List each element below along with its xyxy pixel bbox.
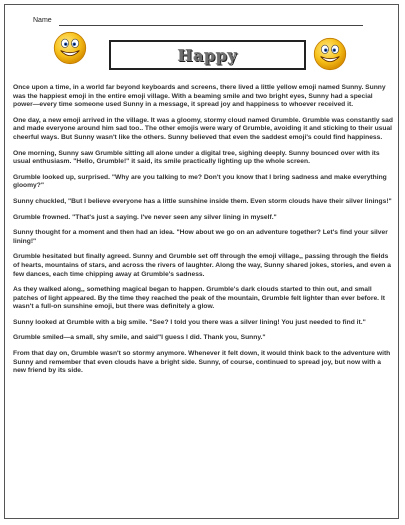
story-paragraph: Grumble hesitated but finally agreed. Sunny and Grumble set off through the emoji village,, passing through the fields of hearts, mountains of stars, and across the rivers of laughter. Along the way, Sunny shared jokes, stories, and even a few dances, each time chipping away at Grumble's sadness. <box>13 253 391 278</box>
story-paragraph: Sunny looked at Grumble with a big smile. "See? I told you there was a silver lining! You just needed to find it." <box>13 318 366 326</box>
title-box <box>109 40 306 70</box>
story-paragraph: Grumble looked up, surprised. "Why are you talking to me? Don't you know that I bring sadness and make everything gloomy?" <box>13 173 387 190</box>
story-text <box>13 84 393 383</box>
story-paragraph: One morning, Sunny saw Grumble sitting all alone under a digital tree, sighing deeply. Sunny bounced over with its usual enthusiasm. "Hello, Grumble!" it said, its smile practically lighting up the whole screen. <box>13 149 380 166</box>
story-paragraph: As they walked along,, something magical began to happen. Grumble's dark clouds started to thin out, and small patches of light appeared. By the time they reached the peak of the mountain, Grumble felt lighter than ever before. It wasn't a full-on sunshine emoji, but there was definitely a glow. <box>13 286 385 311</box>
name-field-row <box>33 17 363 29</box>
story-paragraph: From that day on, Grumble wasn't so stormy anymore. Whenever it felt down, it would think back to the adventure with Sunny and remember that even clouds have a bright side. Sunny, of course, continued to spread joy, but now with a new friend by its side. <box>13 350 391 375</box>
smiley-emoji-icon <box>53 31 87 65</box>
story-paragraph: One day, a new emoji arrived in the village. It was a gloomy, stormy cloud named Grumble. Grumble was constantly sad and made everyone around him sad too.. The other emojis were wary of Grumble, avoiding it and sticking to their usual cheerful ways. But Sunny wasn't like the others. Sunny believed that even the saddest emoji's could find happiness. <box>13 116 393 141</box>
name-line <box>59 25 363 26</box>
worksheet-page <box>4 4 399 519</box>
name-label: Name <box>33 17 52 24</box>
story-paragraph: Grumble frowned. "That's just a saying. I've never seen any silver lining in myself." <box>13 213 277 221</box>
page-title: Happy <box>177 45 238 65</box>
story-paragraph: Grumble smiled—a small, shy smile, and said"I guess I did. Thank you, Sunny." <box>13 334 266 342</box>
story-paragraph: Sunny thought for a moment and then had an idea. "How about we go on an adventure together? Let's find your silver lining!" <box>13 229 388 245</box>
smiley-emoji-icon <box>313 37 347 71</box>
story-paragraph: Sunny chuckled, "But I believe everyone has a little sunshine inside them. Even storm clouds have their silver linings!" <box>13 197 392 205</box>
story-paragraph: Once upon a time, in a world far beyond keyboards and screens, there lived a little yellow emoji named Sunny. Sunny was the happiest emoji in the entire emoji village. With a beaming smile and two bright eyes, Sunny had a special power—every time someone used Sunny in a message, it spread joy and happiness to whoever received it. <box>13 84 386 109</box>
